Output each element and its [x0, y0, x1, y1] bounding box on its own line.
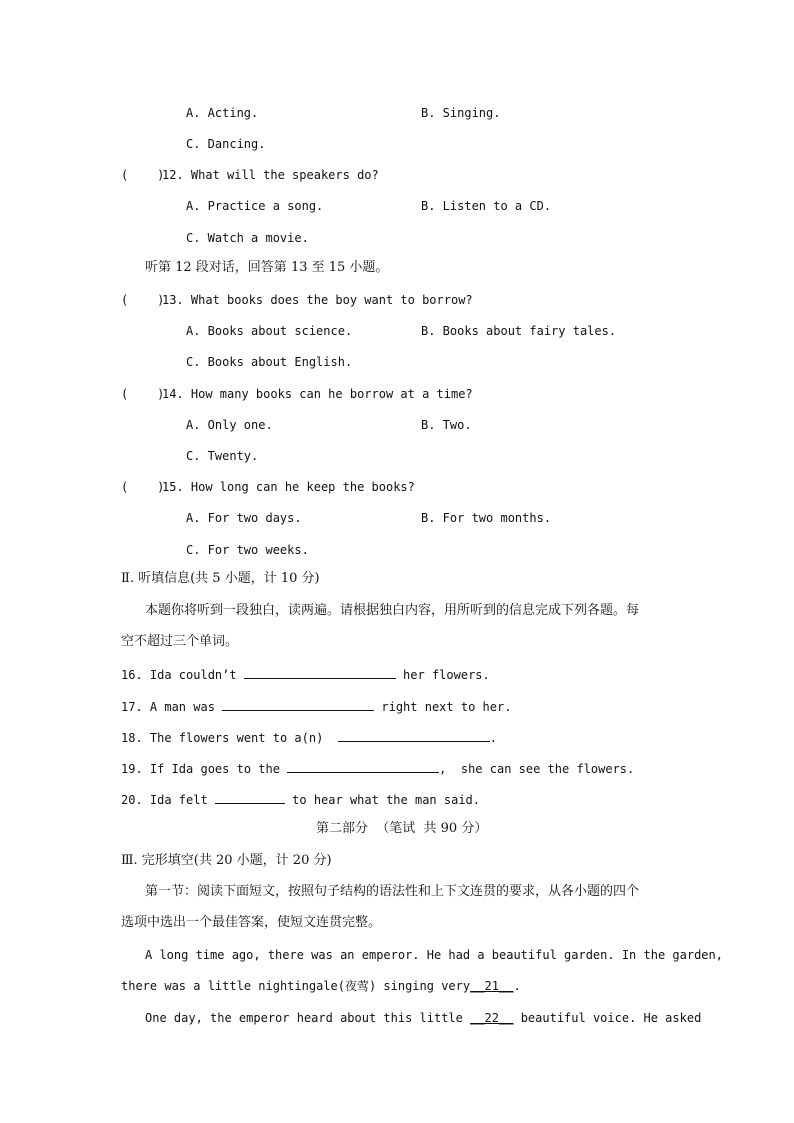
q19-prefix: 19. If Ida goes to the: [121, 762, 288, 776]
q12-option-b: B. Listen to a CD.: [421, 199, 552, 213]
q18-suffix: .: [489, 731, 497, 745]
q17-suffix: right next to her.: [374, 700, 512, 714]
q12-answer-paren[interactable]: ( ): [121, 168, 165, 182]
q20-suffix: to hear what the man said.: [284, 793, 480, 807]
q15-option-c: C. For two weeks.: [186, 543, 309, 557]
blank-21[interactable]: __21__: [470, 979, 514, 993]
q19-answer-blank[interactable]: [287, 760, 439, 773]
q11-option-b: B. Singing.: [421, 106, 501, 120]
q14-option-b: B. Two.: [421, 418, 472, 432]
q19-suffix: , she can see the flowers.: [439, 762, 635, 776]
part-2-title: 第二部分 （笔试 共 90 分）: [316, 821, 488, 836]
q18-line: [121, 729, 497, 746]
q16-prefix: 16. Ida couldn’t: [121, 668, 244, 682]
q13-option-c: C. Books about English.: [186, 355, 353, 369]
q20-prefix: 20. Ida felt: [121, 793, 215, 807]
q15-option-b: B. For two months.: [421, 511, 552, 525]
q14-stem: 14. How many books can he borrow at a time?: [162, 387, 473, 401]
q13-stem: 13. What books does the boy want to borrow?: [162, 293, 473, 307]
q14-option-a: A. Only one.: [186, 418, 273, 432]
q17-line: [121, 698, 511, 715]
q11-option-a: A. Acting.: [186, 106, 259, 120]
q12-option-c: C. Watch a movie.: [186, 231, 309, 245]
q12-stem: 12. What will the speakers do?: [162, 168, 379, 182]
q13-answer-paren[interactable]: ( ): [121, 293, 165, 307]
passage-line-3-end: beautiful voice. He asked: [513, 1011, 702, 1025]
passage-line-2: [121, 978, 521, 994]
q15-option-a: A. For two days.: [186, 511, 302, 525]
q12-option-a: A. Practice a song.: [186, 199, 324, 213]
q16-suffix: her flowers.: [395, 668, 490, 682]
section-3-instruction: 第一节：阅读下面短文，按照句子结构的语法性和上下文连贯的要求，从各小题的四个: [145, 884, 640, 899]
q17-answer-blank[interactable]: [222, 698, 374, 711]
q16-line: [121, 666, 490, 683]
passage-line-1: A long time ago, there was an emperor. He had a beautiful garden. In the garden,: [145, 948, 723, 962]
q15-stem: 15. How long can he keep the books?: [162, 480, 415, 494]
q14-answer-paren[interactable]: ( ): [121, 387, 165, 401]
q15-answer-paren[interactable]: ( ): [121, 480, 165, 494]
q20-line: [121, 791, 480, 808]
q11-option-c: C. Dancing.: [186, 137, 266, 151]
section-2-instruction: 本题你将听到一段独白，读两遍。请根据独白内容，用所听到的信息完成下列各题。每: [145, 603, 640, 618]
q17-prefix: 17. A man was: [121, 700, 223, 714]
q13-option-b: B. Books about fairy tales.: [421, 324, 617, 338]
blank-22[interactable]: __22__: [470, 1011, 514, 1025]
passage-line-2-text: there was a little nightingale(夜莺) singing very: [121, 979, 471, 993]
q20-answer-blank[interactable]: [215, 791, 285, 804]
q13-option-a: A. Books about science.: [186, 324, 353, 338]
section-2-instruction-cont: 空不超过三个单词。: [121, 634, 239, 649]
section-2-heading: Ⅱ. 听填信息(共 5 小题，计 10 分): [121, 571, 320, 586]
passage-line-3: [145, 1010, 701, 1026]
passage-line-2-end: .: [513, 979, 521, 993]
q14-option-c: C. Twenty.: [186, 449, 259, 463]
section-3-heading: Ⅲ. 完形填空(共 20 小题，计 20 分): [121, 853, 332, 868]
passage-line-3-text: One day, the emperor heard about this little: [145, 1011, 471, 1025]
q16-answer-blank[interactable]: [244, 666, 396, 679]
dialog-12-instruction: 听第 12 段对话，回答第 13 至 15 小题。: [145, 260, 389, 275]
q18-answer-blank[interactable]: [338, 729, 490, 742]
q19-line: [121, 760, 634, 777]
section-3-instruction-cont: 选项中选出一个最佳答案，使短文连贯完整。: [121, 915, 382, 930]
q18-prefix: 18. The flowers went to a(n): [121, 731, 338, 745]
